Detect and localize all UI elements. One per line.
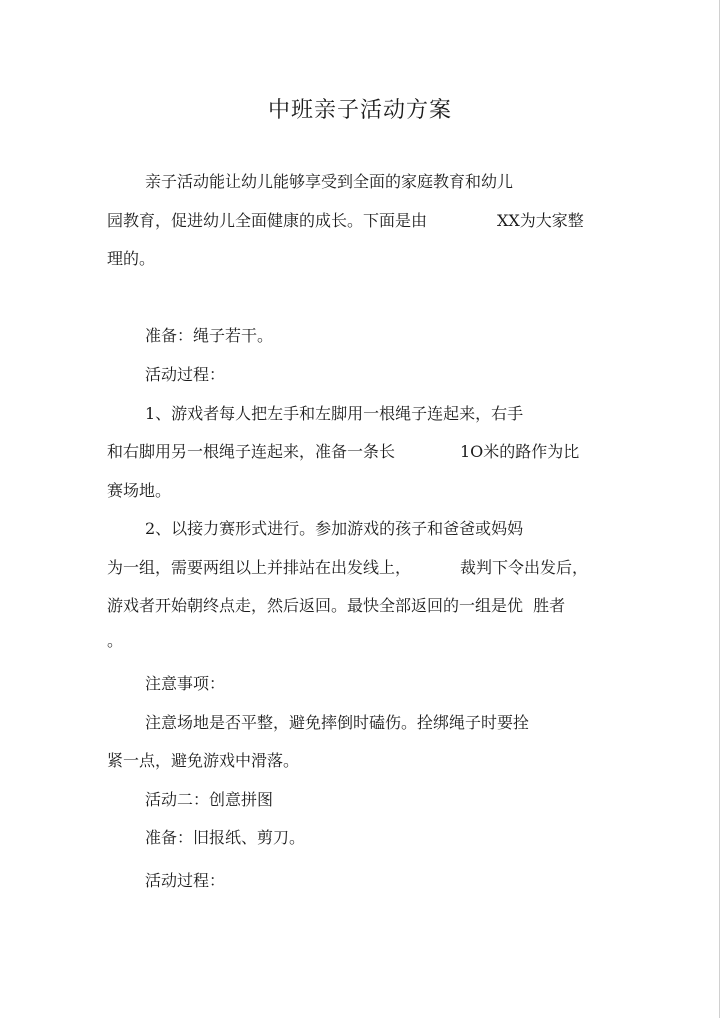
step-1-line-2b: 1O米的路作为比 [460, 442, 580, 461]
prep-1: 准备：绳子若干。 [145, 326, 274, 345]
intro-line-1: 亲子活动能让幼儿能够享受到全面的家庭教育和幼儿 [145, 172, 514, 191]
intro-line-2a: 园教育，促进幼儿全面健康的成长。下面是由 [107, 211, 428, 230]
notes-line-2: 紧一点，避免游戏中滑落。 [107, 751, 300, 770]
step-2-line-4: 。 [107, 631, 124, 650]
document-title: 中班亲子活动方案 [267, 98, 452, 123]
intro-line-2b: XX为大家整 [497, 211, 584, 230]
step-2-line-3: 游戏者开始朝终点走，然后返回。最快全部返回的一组是优 胜者 [107, 596, 566, 615]
notes-line-1: 注意场地是否平整，避免摔倒时磕伤。拴绑绳子时要拴 [145, 713, 530, 732]
step-2-line-2b: 裁判下令出发后， [460, 558, 589, 577]
step-2-line-2a: 为一组，需要两组以上并排站在出发线上， [107, 558, 412, 577]
step-2-line-1: 2、以接力赛形式进行。参加游戏的孩子和爸爸或妈妈 [145, 519, 524, 538]
intro-line-3: 理的。 [107, 249, 156, 268]
step-1-line-3: 赛场地。 [107, 481, 172, 500]
prep-2: 准备：旧报纸、剪刀。 [145, 828, 306, 847]
step-1-line-1: 1、游戏者每人把左手和左脚用一根绳子连起来，右手 [145, 404, 524, 423]
notes-heading: 注意事项： [145, 674, 226, 693]
activity-2-heading: 活动二：创意拼图 [145, 790, 274, 809]
process-1-heading: 活动过程： [145, 365, 226, 384]
step-1-line-2a: 和右脚用另一根绳子连起来，准备一条长 [107, 442, 396, 461]
process-2-heading: 活动过程： [145, 871, 226, 890]
